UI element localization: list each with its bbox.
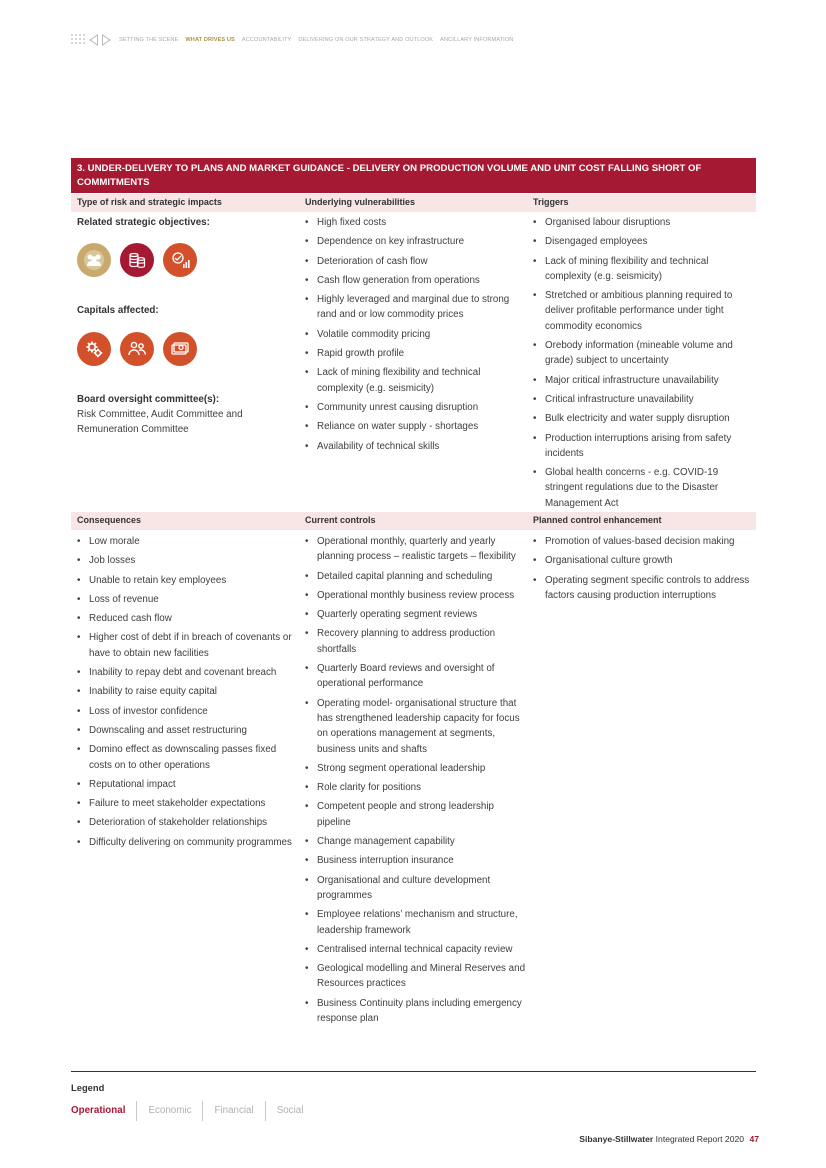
list-item: • Cash flow generation from operations xyxy=(305,273,527,288)
list-item: • Difficulty delivering on community programmes xyxy=(77,835,299,850)
header-triggers: Triggers xyxy=(533,197,569,207)
list-item: • Quarterly Board reviews and oversight of operational performance xyxy=(305,661,527,692)
list-item: • Quarterly operating segment reviews xyxy=(305,607,527,622)
header-type-of-risk: Type of risk and strategic impacts xyxy=(77,197,222,207)
next-page-icon[interactable] xyxy=(102,34,111,46)
list-item: • Dependence on key infrastructure xyxy=(305,234,527,249)
related-objectives-label: Related strategic objectives: xyxy=(77,217,210,228)
list-item: • Employee relations’ mechanism and structure, leadership framework xyxy=(305,907,527,938)
list-item: • Bulk electricity and water supply disruption xyxy=(533,411,755,426)
risk-title: 3. UNDER-DELIVERY TO PLANS AND MARKET GUIDANCE - DELIVERY ON PRODUCTION VOLUME AND UNIT COST FALLING SHORT OF COMMITMENTS xyxy=(71,158,756,193)
list-item: • High fixed costs xyxy=(305,215,527,230)
list-item: • Deterioration of stakeholder relationships xyxy=(77,815,299,830)
list-item: • Orebody information (mineable volume and grade) subject to uncertainty xyxy=(533,338,755,369)
list-item: • Organisational culture growth xyxy=(533,553,755,568)
list-item: • Strong segment operational leadership xyxy=(305,761,527,776)
legend-financial: Financial xyxy=(202,1101,264,1121)
list-item: • Community unrest causing disruption xyxy=(305,400,527,415)
previous-page-icon[interactable] xyxy=(89,34,98,46)
gears-icon xyxy=(77,332,111,366)
nav-what-drives-us[interactable]: WHAT DRIVES US xyxy=(185,37,235,43)
people-icon xyxy=(77,243,111,277)
header-consequences: Consequences xyxy=(77,515,142,525)
consequences-list xyxy=(77,534,299,850)
legend-social: Social xyxy=(265,1101,315,1121)
list-item: • Competent people and strong leadership pipeline xyxy=(305,799,527,830)
bottom-divider xyxy=(71,1071,756,1072)
list-item: • Unable to retain key employees xyxy=(77,573,299,588)
growth-icon xyxy=(163,243,197,277)
company-name: Sibanye-Stillwater xyxy=(579,1134,654,1144)
current-controls-column xyxy=(305,534,527,1030)
list-item: • Availability of technical skills xyxy=(305,439,527,454)
list-item: • Major critical infrastructure unavailability xyxy=(533,373,755,388)
list-item: • Operational monthly, quarterly and yearly planning process – realistic targets – flexibility xyxy=(305,534,527,565)
planned-enhancement-list xyxy=(533,534,755,603)
list-item: • Stretched or ambitious planning required to deliver profitable performance under tight commodity economics xyxy=(533,288,755,334)
nav-setting-the-scene[interactable]: SETTING THE SCENE xyxy=(119,37,179,43)
capitals-affected-label: Capitals affected: xyxy=(77,305,159,317)
list-item: • Failure to meet stakeholder expectations xyxy=(77,796,299,811)
top-column-headers xyxy=(71,194,756,212)
list-item: • Role clarity for positions xyxy=(305,780,527,795)
vulnerabilities-column xyxy=(305,215,527,458)
list-item: • Deterioration of cash flow xyxy=(305,254,527,269)
list-item: • Detailed capital planning and scheduling xyxy=(305,569,527,584)
list-item: • Rapid growth profile xyxy=(305,346,527,361)
legend xyxy=(71,1101,314,1121)
list-item: • Organised labour disruptions xyxy=(533,215,755,230)
list-item: • Higher cost of debt if in breach of covenants or have to obtain new facilities xyxy=(77,630,299,661)
list-item: • Operational monthly business review process xyxy=(305,588,527,603)
legend-operational: Operational xyxy=(71,1105,126,1116)
planned-enhancement-column xyxy=(533,534,755,607)
nav-delivering-on-strategy[interactable]: DELIVERING ON OUR STRATEGY AND OUTLOOK xyxy=(298,37,434,43)
list-item: • Low morale xyxy=(77,534,299,549)
list-item: • Business interruption insurance xyxy=(305,853,527,868)
list-item: • Operating segment specific controls to address factors causing production interruptions xyxy=(533,573,755,604)
vulnerabilities-list xyxy=(305,215,527,454)
list-item: • Downscaling and asset restructuring xyxy=(77,723,299,738)
list-item: • Promotion of values-based decision making xyxy=(533,534,755,549)
list-item: • Volatile commodity pricing xyxy=(305,327,527,342)
type-of-risk-column xyxy=(77,215,299,437)
current-controls-list xyxy=(305,534,527,1026)
list-item: • Highly leveraged and marginal due to strong rand and or low commodity prices xyxy=(305,292,527,323)
list-item: • Critical infrastructure unavailability xyxy=(533,392,755,407)
people-group-icon xyxy=(120,332,154,366)
list-item: • Lack of mining flexibility and technical complexity (e.g. seismicity) xyxy=(533,254,755,285)
list-item: • Production interruptions arising from safety incidents xyxy=(533,431,755,462)
nav-ancillary-information[interactable]: ANCILLARY INFORMATION xyxy=(440,37,514,43)
banknotes-icon xyxy=(163,332,197,366)
list-item: • Domino effect as downscaling passes fixed costs on to other operations xyxy=(77,742,299,773)
coins-icon xyxy=(120,243,154,277)
list-item: • Geological modelling and Mineral Reserves and Resources practices xyxy=(305,961,527,992)
list-item: • Global health concerns - e.g. COVID-19 stringent regulations due to the Disaster Management Act xyxy=(533,465,755,511)
list-item: • Business Continuity plans including emergency response plan xyxy=(305,996,527,1027)
list-item: • Inability to raise equity capital xyxy=(77,684,299,699)
objective-icons xyxy=(77,243,299,277)
list-item: • Change management capability xyxy=(305,834,527,849)
header-current-controls: Current controls xyxy=(305,515,376,525)
top-navigation xyxy=(71,33,520,47)
board-oversight-label: Board oversight committee(s): xyxy=(77,393,220,405)
report-name: Integrated Report 2020 xyxy=(655,1134,745,1144)
page-footer xyxy=(579,1134,759,1144)
bottom-column-headers xyxy=(71,512,756,530)
consequences-column xyxy=(77,534,299,854)
list-item: • Organisational and culture development programmes xyxy=(305,873,527,904)
triggers-list xyxy=(533,215,755,511)
list-item: • Reliance on water supply - shortages xyxy=(305,419,527,434)
list-item: • Centralised internal technical capacity review xyxy=(305,942,527,957)
list-item: • Disengaged employees xyxy=(533,234,755,249)
header-underlying-vulnerabilities: Underlying vulnerabilities xyxy=(305,197,416,207)
list-item: • Job losses xyxy=(77,553,299,568)
list-item: • Lack of mining flexibility and technical complexity (e.g. seismicity) xyxy=(305,365,527,396)
legend-economic: Economic xyxy=(136,1101,202,1121)
list-item: • Recovery planning to address production shortfalls xyxy=(305,626,527,657)
page-number: 47 xyxy=(749,1134,759,1144)
list-item: • Operating model- organisational structure that has strengthened leadership capacity for focus on operations management at segments, business units and shafts xyxy=(305,696,527,757)
header-planned-enhancement: Planned control enhancement xyxy=(533,515,662,525)
capital-icons xyxy=(77,332,299,366)
nav-accountability[interactable]: ACCOUNTABILITY xyxy=(241,37,292,43)
list-item: • Reduced cash flow xyxy=(77,611,299,626)
list-item: • Inability to repay debt and covenant breach xyxy=(77,665,299,680)
list-item: • Loss of investor confidence xyxy=(77,704,299,719)
legend-title: Legend xyxy=(71,1082,105,1093)
list-item: • Loss of revenue xyxy=(77,592,299,607)
triggers-column xyxy=(533,215,755,515)
list-item: • Reputational impact xyxy=(77,777,299,792)
grid-menu-icon[interactable] xyxy=(71,34,85,46)
board-oversight-value: Risk Committee, Audit Committee and Remuneration Committee xyxy=(77,408,243,436)
